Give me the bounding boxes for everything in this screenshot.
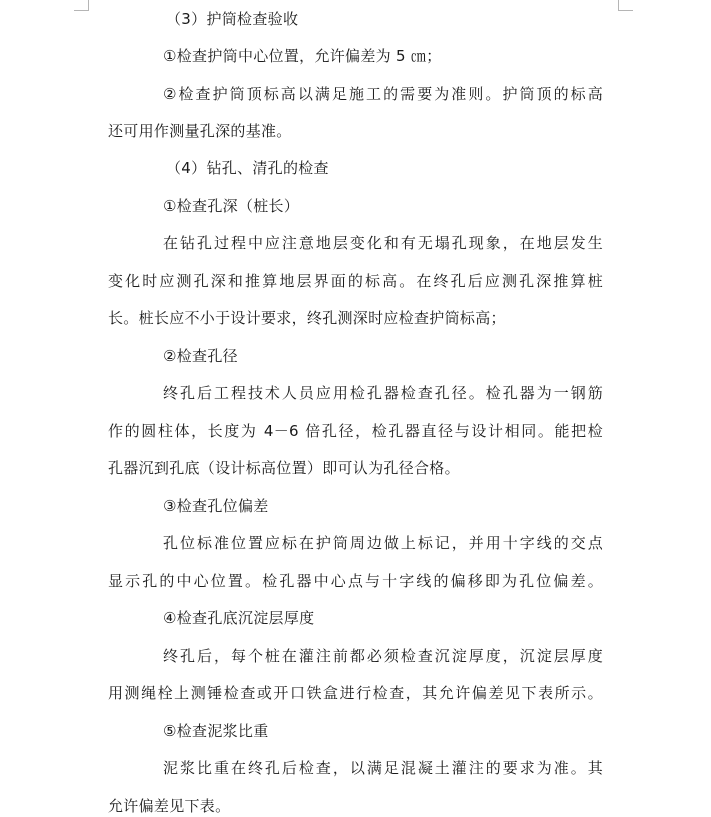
margin-corner-mark-left xyxy=(74,0,89,11)
paragraph-line: 终孔后，每个桩在灌注前都必须检查沉淀厚度，沉淀层厚度 xyxy=(163,647,603,665)
item-sediment-thickness: ④检查孔底沉淀层厚度 xyxy=(163,609,315,627)
item-hole-position: ③检查孔位偏差 xyxy=(163,497,269,515)
paragraph-line: 孔器沉到孔底（设计标高位置）即可认为孔径合格。 xyxy=(108,459,460,477)
paragraph-line: 变化时应测孔深和推算地层界面的标高。在终孔后应测孔深推算桩 xyxy=(108,272,603,290)
item-mud-density: ⑤检查泥浆比重 xyxy=(163,722,269,740)
paragraph-line: 显示孔的中心位置。检孔器中心点与十字线的偏移即为孔位偏差。 xyxy=(108,572,603,590)
paragraph-line: 在钻孔过程中应注意地层变化和有无塌孔现象，在地层发生 xyxy=(163,234,603,252)
paragraph-line: 终孔后工程技术人员应用检孔器检查孔径。检孔器为一钢筋 xyxy=(163,384,603,402)
paragraph-line: 还可用作测量孔深的基准。 xyxy=(108,122,292,140)
item-casing-top-elevation: ②检查护筒顶标高以满足施工的需要为准则。护筒顶的标高 xyxy=(163,85,603,103)
paragraph-line: 长。桩长应不小于设计要求，终孔测深时应检查护筒标高； xyxy=(108,309,506,327)
item-hole-depth: ①检查孔深（桩长） xyxy=(163,197,300,215)
heading-4-drilling-check: （4）钻孔、清孔的检查 xyxy=(166,159,329,177)
paragraph-line: 泥浆比重在终孔后检查，以满足混凝土灌注的要求为准。其 xyxy=(163,759,603,777)
item-casing-center: ①检查护筒中心位置，允许偏差为 5 ㎝； xyxy=(163,47,442,65)
paragraph-line: 孔位标准位置应标在护筒周边做上标记，并用十字线的交点 xyxy=(163,534,603,552)
heading-3-casing-inspection: （3）护筒检查验收 xyxy=(166,10,299,28)
paragraph-line: 允许偏差见下表。 xyxy=(108,797,231,815)
paragraph-line: 用测绳栓上测锤检查或开口铁盒进行检查，其允许偏差见下表所示。 xyxy=(108,684,603,702)
paragraph-line: 作的圆柱体，长度为 4－6 倍孔径，检孔器直径与设计相同。能把检 xyxy=(108,422,603,440)
item-hole-diameter: ②检查孔径 xyxy=(163,347,238,365)
